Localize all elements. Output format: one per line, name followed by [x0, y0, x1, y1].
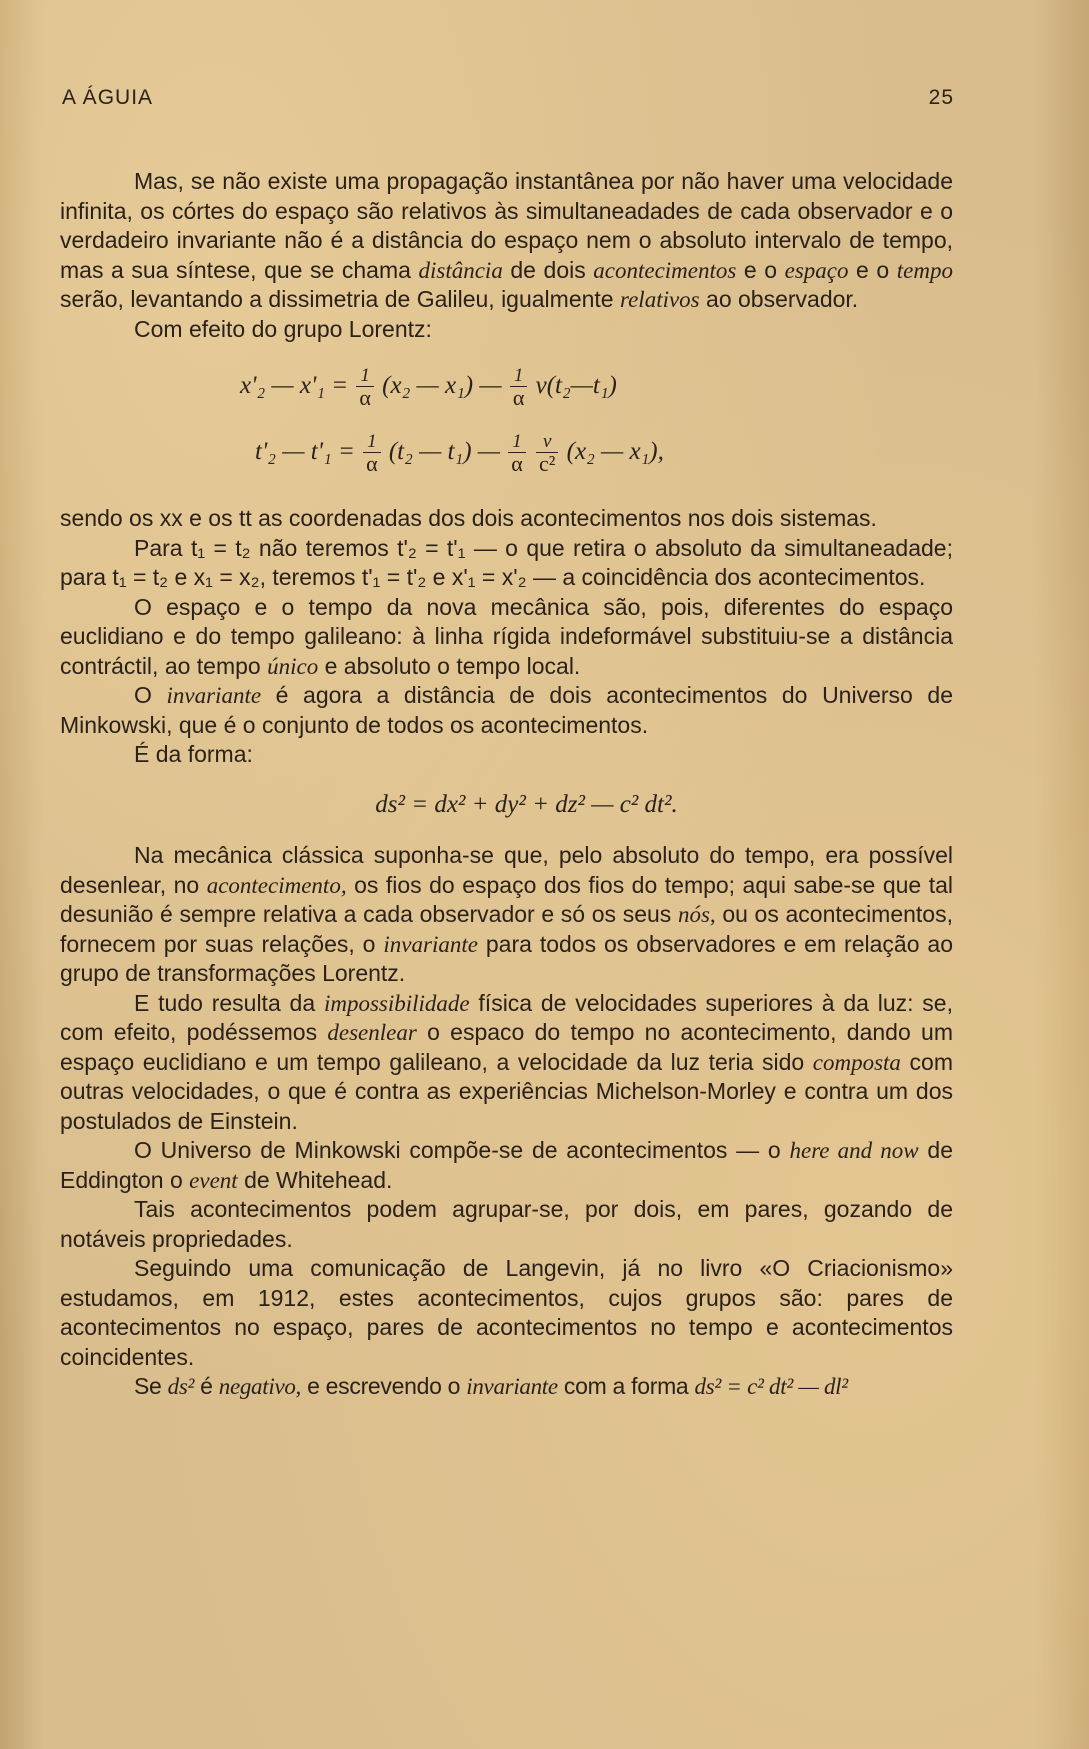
text-run: com outras velocidades, o que é contra as experiências Michelson-Morley e contra um dos postulados de Einstein. — [60, 1048, 953, 1134]
paragraph-5 — [60, 593, 953, 682]
italic-term: relativos — [620, 287, 700, 312]
text-run: com a forma — [557, 1373, 695, 1399]
italic-term: ds² — [167, 1374, 195, 1399]
italic-term: espaço — [784, 257, 849, 283]
italic-term: event — [189, 1167, 238, 1193]
text-run: é — [194, 1373, 219, 1399]
eq-term: v(t₂—t₁) — [535, 372, 617, 400]
text-run: e escrevendo o — [301, 1373, 467, 1399]
text-run: O Universo de Minkowski compõe-se de acontecimentos — o — [134, 1137, 790, 1163]
eq-term: (t₂ — t₁) — — [388, 438, 500, 466]
lorentz-equation-x — [60, 366, 953, 422]
italic-term: único — [267, 653, 319, 679]
eq-term: (x₂ — x₁), — [566, 438, 664, 466]
italic-term: desenlear — [327, 1020, 417, 1045]
eq-term: (x₂ — x₁) — — [382, 372, 502, 400]
interval-equation — [60, 790, 953, 820]
italic-term: impossibilidade — [323, 990, 470, 1016]
paragraph-4: Para t₁ = t₂ não teremos t'₂ = t'₁ — o que retira o absoluto da simultaneadade; para t₁ = t₂ e x₁ = x₂, teremos t'₁ = t'₂ e x'₁ = x'₂ — a coincidência dos acontecimentos. — [60, 534, 953, 590]
numerator: 1 — [512, 431, 522, 452]
numerator: 1 — [513, 365, 524, 386]
fraction — [508, 432, 526, 475]
italic-term: ds² = c² dt² — dl² — [694, 1374, 848, 1399]
text-run: O — [134, 682, 167, 708]
denominator: α — [510, 386, 528, 409]
italic-term: distância — [418, 257, 503, 283]
text-run: e o — [848, 256, 897, 283]
italic-term: nós, — [677, 902, 716, 927]
fraction — [356, 366, 374, 409]
text-run: ao observador. — [699, 286, 859, 312]
equation-text: ds² = dx² + dy² + dz² — c² dt². — [375, 790, 678, 818]
text-run: é agora a distância de dois acontecimentos do Universo de Minkowski, que é o conjunto de todos os acontecimentos. — [60, 682, 954, 738]
paragraph-11: Tais acontecimentos podem agrupar-se, por dois, em pares, gozando de notáveis propriedades. — [60, 1196, 953, 1252]
text-run: O espaço e o tempo da nova mecânica são, pois, diferentes do espaço euclidiano e do tempo galileano: à linha rígida indeformável substituiu-se a distância contráctil, ao tempo — [60, 593, 953, 679]
text-run: o espaco do tempo no acontecimento, dando um espaço euclidiano e um tempo galileano, a velocidade da luz teria sido — [60, 1019, 954, 1075]
italic-term: composta — [812, 1049, 901, 1075]
text-run: de Whitehead. — [237, 1166, 393, 1193]
paragraph-7: É da forma: — [134, 741, 253, 767]
text-run: física de velocidades superiores à da luz: se, com efeito, podéssemos — [60, 989, 953, 1045]
text-run: de dois — [502, 256, 594, 283]
denominator: α — [356, 386, 374, 409]
text-run: e o — [736, 256, 785, 283]
italic-term: invariante — [466, 1374, 558, 1399]
text-run: Se — [134, 1373, 168, 1399]
paragraph-6 — [60, 681, 953, 740]
running-head — [62, 86, 954, 114]
fraction — [536, 432, 558, 475]
text-run: Na mecânica clássica suponha-se que, pelo absoluto do tempo, era possível desenlear, no — [60, 842, 953, 898]
text-run: serão, levantando a dissimetria de Galileu, igualmente — [60, 286, 620, 312]
paragraph-3: sendo os xx e os tt as coordenadas dos dois acontecimentos nos dois sistemas. — [60, 505, 877, 531]
text-run: de Eddington o — [60, 1137, 953, 1193]
paragraph-13 — [60, 1372, 953, 1402]
italic-term: here and now — [789, 1138, 919, 1163]
denominator: α — [508, 452, 526, 475]
journal-title: A ÁGUIA — [62, 86, 154, 109]
denominator: α — [363, 452, 381, 475]
paragraph-2: Com efeito do grupo Lorentz: — [134, 315, 432, 342]
numerator: 1 — [360, 365, 370, 386]
italic-term: invariante — [166, 683, 262, 708]
eq-lhs: t'₂ — t'₁ = — [255, 438, 355, 466]
paragraph-1 — [60, 167, 953, 315]
italic-term: tempo — [896, 257, 953, 283]
paragraph-8 — [60, 841, 953, 989]
italic-term: negativo, — [218, 1374, 301, 1399]
text-run: os fios do espaço dos fios do tempo; aqui sabe-se que tal desunião é sempre relativa a cada observador e só os seus — [60, 871, 953, 927]
text-run: Mas, se não existe uma propagação instantânea por não haver uma velocidade infinita, os córtes do espaço são relativos às simultaneadades de cada observador e o verdadeiro invariante não é a distância do espaço nem o absoluto intervalo de tempo, mas a sua síntese, que se chama — [60, 168, 953, 283]
fraction — [510, 366, 528, 409]
text-run: ou os acontecimentos, fornecem por suas relações, o — [60, 901, 953, 957]
paragraph-9 — [60, 989, 953, 1137]
text-run: E tudo resulta da — [134, 989, 324, 1016]
lorentz-equation-t — [60, 432, 953, 488]
text-run: para todos os observadores e em relação ao grupo de transformações Lorentz. — [60, 930, 953, 986]
italic-term: acontecimento, — [206, 872, 347, 898]
numerator: v — [543, 431, 552, 452]
italic-term: acontecimentos — [593, 257, 737, 283]
text-run: e absoluto o tempo local. — [318, 652, 581, 679]
numerator: 1 — [367, 431, 377, 452]
eq-lhs: x'₂ — x'₁ = — [240, 372, 349, 400]
paragraph-12: Seguindo uma comunicação de Langevin, já no livro «O Criacionismo» estudamos, em 1912, estes acontecimentos, cujos grupos são: pares de acontecimentos no espaço, pares de acontecimentos no tempo e acontecimentos coincidentes. — [60, 1255, 953, 1370]
article-body — [60, 167, 953, 1402]
denominator: c² — [536, 452, 558, 475]
italic-term: invariante — [383, 931, 478, 957]
fraction — [363, 432, 381, 475]
page-number: 25 — [928, 86, 954, 109]
paragraph-10 — [60, 1136, 953, 1195]
